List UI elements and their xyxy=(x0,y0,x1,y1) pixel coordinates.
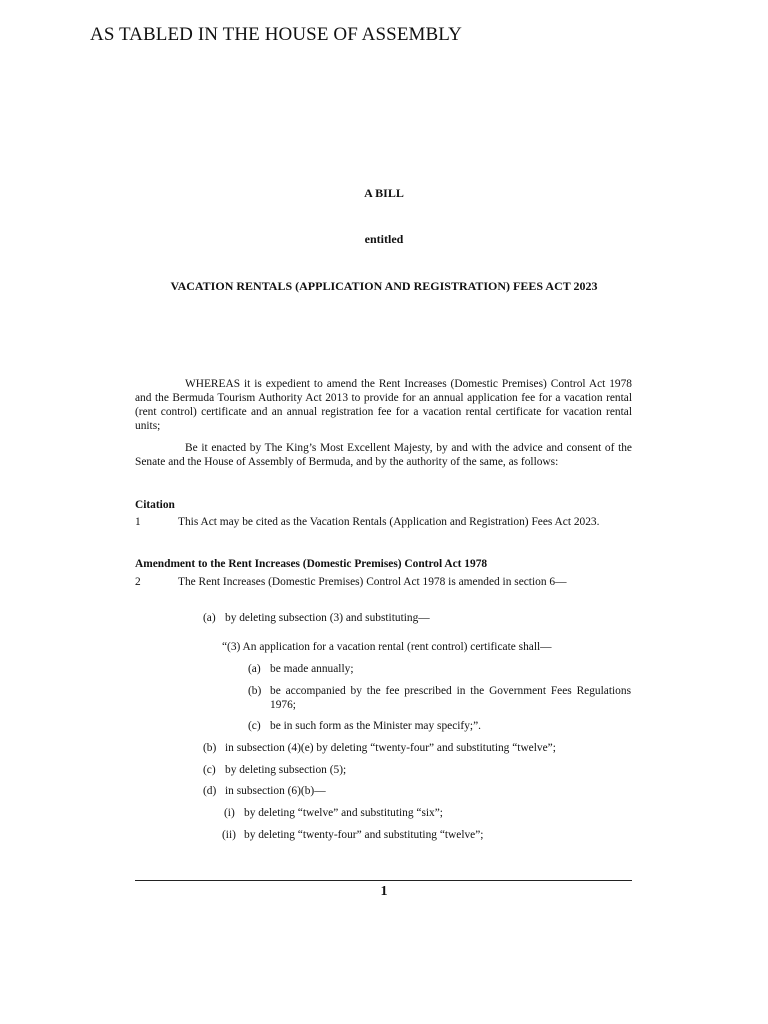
subitem-i xyxy=(224,806,443,820)
quoted-item-a xyxy=(248,662,354,676)
item-label: (c) xyxy=(248,720,261,732)
section-1-heading: Citation xyxy=(135,499,175,511)
item-text: in subsection (6)(b)— xyxy=(225,785,326,797)
section-2-item-c xyxy=(203,763,346,777)
section-2-item-a xyxy=(203,611,430,625)
item-label: (b) xyxy=(248,685,262,697)
tabled-header: AS TABLED IN THE HOUSE OF ASSEMBLY xyxy=(90,24,462,45)
whereas-paragraph: WHEREAS it is expedient to amend the Rent Increases (Domestic Premises) Control Act 1978 and the Bermuda Tourism Authority Act 2013 to provide for an annual application fee for a vacation rental (rent control) certificate and an annual registration fee for a vacation rental certificate for vacation rental units; xyxy=(135,378,632,432)
subitem-ii xyxy=(222,828,483,842)
item-label: (c) xyxy=(203,764,216,776)
item-text: by deleting subsection (3) and substituting— xyxy=(225,612,430,624)
item-label: (a) xyxy=(248,663,261,675)
item-label: (d) xyxy=(203,785,217,797)
item-text: be accompanied by the fee prescribed in the Government Fees Regulations 1976; xyxy=(270,685,631,711)
item-label: (a) xyxy=(203,612,216,624)
section-1-body xyxy=(135,515,632,529)
item-text: in subsection (4)(e) by deleting “twenty-four” and substituting “twelve”; xyxy=(225,742,556,754)
footer-rule xyxy=(135,880,632,881)
item-label: (b) xyxy=(203,742,217,754)
enacting-paragraph: Be it enacted by The King’s Most Excellent Majesty, by and with the advice and consent of the Senate and the House of Assembly of Bermuda, and by the authority of the same, as follows: xyxy=(135,442,632,468)
section-2-item-d xyxy=(203,784,326,798)
item-text: be made annually; xyxy=(270,663,354,675)
item-text: by deleting “twelve” and substituting “six”; xyxy=(244,807,443,819)
bill-label: A BILL xyxy=(364,186,404,200)
item-text: by deleting “twenty-four” and substituting “twelve”; xyxy=(244,829,484,841)
section-1-text: This Act may be cited as the Vacation Rentals (Application and Registration) Fees Act 2023. xyxy=(178,516,600,528)
quoted-item-c xyxy=(248,719,481,733)
quoted-item-b xyxy=(248,684,631,712)
item-label: (ii) xyxy=(222,829,236,841)
item-text: by deleting subsection (5); xyxy=(225,764,347,776)
item-text: be in such form as the Minister may specify;”. xyxy=(270,720,481,732)
section-2-heading: Amendment to the Rent Increases (Domestic Premises) Control Act 1978 xyxy=(135,558,488,570)
page-number: 1 xyxy=(380,884,388,899)
section-2-item-b xyxy=(203,741,556,755)
item-label: (i) xyxy=(224,807,235,819)
quoted-subsection-intro: “(3) An application for a vacation rental (rent control) certificate shall— xyxy=(222,641,552,653)
entitled-label: entitled xyxy=(364,232,404,246)
section-2-text: The Rent Increases (Domestic Premises) Control Act 1978 is amended in section 6— xyxy=(178,576,567,588)
section-2-body xyxy=(135,575,632,589)
section-2-number: 2 xyxy=(135,576,141,588)
section-1-number: 1 xyxy=(135,516,141,528)
act-title: VACATION RENTALS (APPLICATION AND REGISTRATION) FEES ACT 2023 xyxy=(170,279,598,293)
